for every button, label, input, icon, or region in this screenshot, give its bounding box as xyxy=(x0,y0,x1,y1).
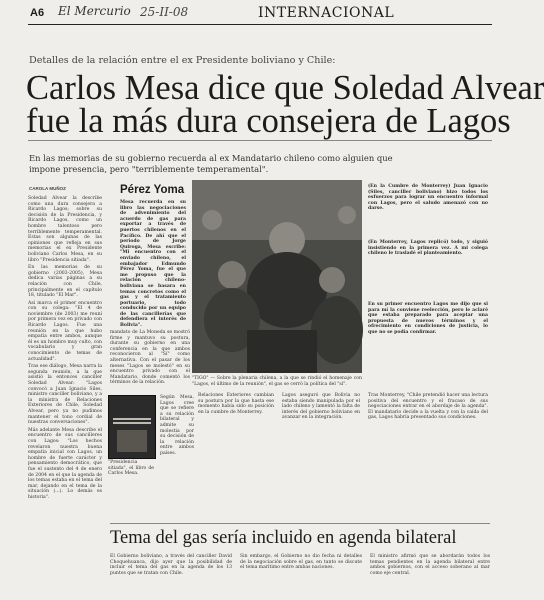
subhead-rule xyxy=(110,523,490,524)
pullquote-body: Mesa recuerda en su libro las negociaciones de advenimiento del acuerdo de gas para exportar a través de puertos chilenos en el Pacífico. De ahí que el período de Jorge Quiroga, Mesa escribe: "Mi encuentro con el enviado chileno, el embajador Edmundo Pérez Yoma, fue el que me propuso que la relación chileno-boliviana se basara en temas concretos como el gas y el tratamiento portuario, todo conducido por un equipo de las cancillerías que defendiera el interés de Bolivia". xyxy=(120,200,186,329)
subhead: Tema del gas sería incluido en agenda bilateral xyxy=(110,528,457,548)
book-caption: "Presidencia sitiada", el libro de Carlos Mesa. xyxy=(108,460,154,477)
body-column-2: Según Mesa, Lagos cree que se refiere a su relación bilateral y admite su molestia por su decisión de la relación entre ambos países. xyxy=(160,395,194,456)
lead-line1: En las memorias de su gobierno recuerda al ex Mandatario chileno como alguien que xyxy=(29,153,393,163)
page-code: A6 xyxy=(30,7,45,19)
section-name: INTERNACIONAL xyxy=(258,5,395,21)
handwritten-date: 25-II-08 xyxy=(140,5,189,19)
pullquote-title: Pérez Yoma xyxy=(120,184,185,196)
col1-paragraph: Tras ese diálogo, Mesa narra la segunda reunión, a la que asistió la entonces canciller Soledad Alvear: "Lagos convocó a Juan Ignacio Siles, ministro canciller boliviano, y a la ministra de Relaciones Exteriores de Chile, Soledad Alvear, pero ya no pudimos mantener el tono cordial de nuestras conversaciones". xyxy=(28,364,102,426)
sidebar-quote-2: (En Monterrey, Lagos replicó) todo, y siguió insistiendo en la primera vez. A mi colega chileno le trasladé el planteamiento. xyxy=(368,240,488,257)
main-photo xyxy=(192,180,362,373)
mid-body-text: mandato de La Moneda se mostró firme y mantuvo su postura, durante su gobierno en una conferencia en la que ambos reconocieron al "Sí" como alternativa. Con el pasar de los meses "Lagos se molestó" en su encuentro privado con el Mandatario, donde comentó los términos de la relación. xyxy=(110,330,190,386)
body-column-1 xyxy=(28,196,102,584)
bottom-column-3: El ministro afirmó que se abordarán todos los temas pendientes en la agenda bilateral entre ambos gobiernos, con el acceso soberano al mar como eje central. xyxy=(370,554,490,576)
headline-line2: fue la más dura consejera de Lagos xyxy=(26,102,511,140)
photo-caption: "TIGO" — Sobre la plenaria chilena, a la que se rindió el homenaje con "Lagos, el último de la reunión", el gas se cerró la política del "sí". xyxy=(192,376,362,387)
byline: CAROLA MUÑOZ xyxy=(29,186,66,191)
bottom-column-1: El Gobierno boliviano, a través del canciller David Choquehuanca, dijo ayer que la posibilidad de incluir el tema del gas en la agenda de los 13 puntos que se tratan con Chile. xyxy=(110,554,232,576)
col1-paragraph: Así marca el primer encuentro con su colega: "El 4 de noviembre (de 2003) me reuní por primera vez en privado con Ricardo Lagos. Fue una reunión en la que hubo empatía entre ambos, aunque él es un hombre muy culto, con vocabulario y gran conocimiento de temas de actualidad". xyxy=(28,300,102,362)
sidebar-quote-1: (En la Cumbre de Monterrey) Juan Ignacio (Siles, canciller boliviano) hizo todos los esfuerzos para lograr un encuentro informal con Lagos, pero el saludo amenazó con no darse. xyxy=(368,184,488,212)
book-cover-image xyxy=(108,395,156,459)
sidebar-quote-3: En su primer encuentro Lagos me dijo que si para mí la conviene reelección, pero le aclaré que estaba preparado para aceptar una propuesta de nuevos términos y el ofrecimiento en condiciones de justicia, lo que no se podía confirmar. xyxy=(368,302,488,335)
body-column-3: Relaciones Exteriores cambian su postura por la que hasta ese momento había sido su posición en la cumbre de Monterrey. xyxy=(198,393,274,415)
masthead-rule xyxy=(28,24,492,25)
col1-paragraph: Soledad Alvear la describe como una dura consejera a Ricardo Lagos; sobre su decisión de la Presidencia, y Ricardo Lagos, como un hombre talentoso pero terriblemente temperamental. Estas son algunas de las opiniones que refleja en sus memorias el ex Presidente boliviano Carlos Mesa, en su libro "Presidencia sitiada". xyxy=(28,196,102,263)
lead-line2: impone presencia, pero "terriblemente temperamental". xyxy=(29,164,269,174)
col1-paragraph: Más adelante Mesa describe el encuentro de sus cancilleres con Lagos: "Los hechos revelaron nuestra buena empatía inicial con Lagos, un hombre de fuerte carácter y pensamiento democrático, que fue el sustento del 4 de enero de 2004 en el que la agenda de los temas estaba en el tema del mar, dejando en el tema de la situación (...). Lo demás es historia". xyxy=(28,427,102,500)
bottom-column-2: Sin embargo, el Gobierno no dio fecha ni detalles de la negociación sobre el gas, en tanto se discute el tema marítimo entre ambas naciones. xyxy=(240,554,362,571)
headline-rule xyxy=(28,140,492,141)
right-column-text: Tras Monterrey, "Chile pretendió hacer una lectura positiva del encuentro y el fracaso de sus negociaciones entrar en el abordaje de la agenda". El mandatario decide a la vuelta y con la caída del gas, Lagos habría presentado sus condiciones. xyxy=(368,393,488,421)
newspaper-name: El Mercurio xyxy=(58,4,131,18)
col1-paragraph: En las memorias de su gobierno (2003-2005), Mesa dedica varias páginas a su relación con Chile, principalmente en el capítulo 18, titulado "El Mar". xyxy=(28,265,102,299)
kicker: Detalles de la relación entre el ex Presidente boliviano y Chile: xyxy=(29,55,336,66)
body-column-4: Lagos aseguró que Bolivia no estaba siendo manipulada por el lado chileno y lamentó la falta de interés del gobierno boliviano en avanzar en la integración. xyxy=(282,393,360,421)
headline-line1: Carlos Mesa dice que Soledad Alvear xyxy=(26,69,544,107)
crowd-photo-image xyxy=(192,180,362,373)
